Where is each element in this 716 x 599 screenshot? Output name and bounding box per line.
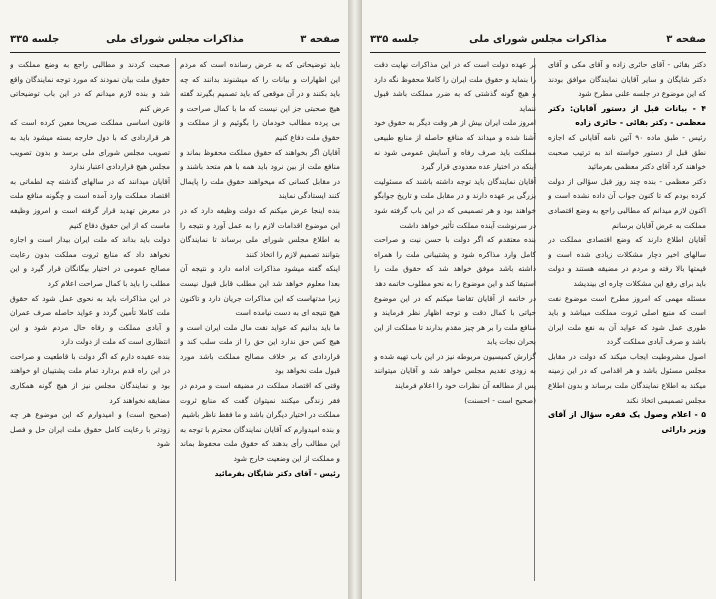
left-page [0, 0, 348, 599]
paragraph: صحبت کردند و مطالبی راجع به وضع مملکت و حقوق ملت بیان نمودند که مورد توجه نمایندگان واقع شد و بنده لازم میدانم که در این باب توضیحاتی عرض کنم [10, 60, 170, 113]
paragraph: آقایان اطلاع دارند که وضع اقتصادی مملکت در سالهای اخیر دچار مشکلات زیادی شده است و قیمتها بالا رفته و مردم در مضیقه هستند و دولت باید برای رفع این مشکلات چاره ای بیندیشد [548, 235, 706, 288]
paragraph: (صحیح است - احسنت) [464, 395, 536, 405]
paragraph: وقتی که اقتصاد مملکت در مضیقه است و مردم در فقر زندگی میکنند نمیتوان گفت که منابع ثروت مملکت در اختیار دیگران باشد و ما فقط ناظر باشیم [180, 381, 340, 420]
paragraph: در این مذاکرات باید به نحوی عمل شود که حقوق ملت کاملا تأمین گردد و عواید حاصله صرف عمران و آبادی مملکت و رفاه حال مردم شود و این انتظاری است که ملت از دولت دارد [10, 293, 170, 347]
left-page-number: صفحه ۳ [300, 34, 340, 45]
paragraph: بنده اینجا عرض میکنم که دولت وظیفه دارد که در این موضوع اقدامات لازم را به عمل آورد و نتیجه را به اطلاع مجلس شورای ملی برساند تا نمایندگان بتوانند تصمیم لازم را اتخاذ کنند [180, 205, 340, 259]
paragraph: رئیس - طبق ماده ۹۰ آئین نامه آقایانی که اجازه نطق قبل از دستور خواسته اند به ترتیب صحبت خواهند کرد آقای دکتر معظمی بفرمائید [548, 132, 706, 172]
closing-line: رئیس - آقای دکتر شایگان بفرمائید [214, 468, 340, 478]
paragraph: اصول مشروطیت ایجاب میکند که دولت در مقابل مجلس مسئول باشد و هر اقدامی که در این زمینه میکند به اطلاع نمایندگان ملت برساند و بدون اطلاع مجلس تصمیمی اتخاذ نکند [548, 351, 706, 405]
paragraph: امروز ملت ایران بیش از هر وقت دیگر به حقوق خود آشنا شده و میداند که منافع حاصله از منابع طبیعی مملکت باید صرف رفاه و آسایش عمومی شود نه اینکه در اختیار عده معدودی قرار گیرد [374, 118, 536, 172]
paragraph: در خاتمه از آقایان تقاضا میکنم که در این موضوع حیاتی با کمال دقت و توجه اظهار نظر فرمایند و منافع ملت را بر هر چیز مقدم بدارند تا مملکت از این بحران نجات یابد [374, 293, 536, 347]
right-page [362, 0, 716, 599]
paragraph: و بنده امیدوارم که آقایان نمایندگان محترم با توجه به این مطالب رأی بدهند که حقوق ملت محفوظ بماند و مملکت از این وضعیت خارج شود [180, 424, 340, 464]
section-heading: ۴ - بیانات قبل از دستور آقایان: دکتر معظمی - دکتر بقائی - حائری زاده [548, 103, 706, 128]
paragraph: آقایان نمایندگان باید توجه داشته باشند که مسئولیت بزرگی بر عهده دارند و در مقابل ملت و تاریخ جوابگو خواهند بود و هر تصمیمی که در این باب گرفته شود در سرنوشت آینده مملکت تأثیر خواهد داشت [374, 176, 536, 230]
right-page-header [370, 34, 706, 50]
paragraph: بر عهده دولت است که در این مذاکرات نهایت دقت را بنماید و حقوق ملت ایران را کاملا محفوظ نگه دارد و هیچ گونه گذشتی که به ضرر مملکت باشد قبول ننماید [374, 60, 536, 113]
paragraph: (صحیح است) و امیدوارم که این موضوع هر چه زودتر با رعایت کامل حقوق ملت ایران حل و فصل شود [10, 410, 170, 449]
paragraph: باید توضیحاتی که به عرض رسانده است که مردم این اظهارات و بیانات را که میشنوند بدانند که چه باید بکنند و در آن موقعی که باید تصمیم بگیرند گفته هیچ صحبتی جز این نیست که ما با کمال صراحت و بی پرده مطالب خودمان را بگوئیم و از مملکت و حقوق ملت دفاع کنیم [180, 60, 340, 142]
paragraph: دولت باید بداند که ملت ایران بیدار است و اجازه نخواهد داد که منابع ثروت مملکت بدون رعایت مصالح عمومی در اختیار بیگانگان قرار گیرد و این مطلب را باید با کمال صراحت اعلام کرد [10, 235, 170, 288]
paragraph: اینکه گفته میشود مذاکرات ادامه دارد و نتیجه آن بعدا معلوم خواهد شد این مطلب قابل قبول نیست زیرا مدتهاست که این مذاکرات جریان دارد و تاکنون هیچ نتیجه ای به دست نیامده است [180, 264, 340, 318]
paragraph: دکتر بقائی - آقای حائری زاده و آقای مکی و آقای دکتر شایگان و سایر آقایان نمایندگان موافق بودند که این موضوع در جلسه علنی مطرح شود [548, 60, 706, 99]
right-page-title: مذاکرات مجلس شورای ملی [469, 34, 607, 45]
paragraph: مسئله مهمی که امروز مطرح است موضوع نفت است که منبع اصلی ثروت مملکت میباشد و باید طوری عمل شود که عواید آن به نفع ملت ایران باشد و صرف آبادی مملکت گردد [548, 293, 706, 347]
left-page-column-right [180, 58, 340, 581]
right-page-number: صفحه ۳ [666, 34, 706, 45]
paragraph: آقایان میدانند که در سالهای گذشته چه لطماتی به اقتصاد مملکت وارد آمده است و چگونه منافع ملت در معرض تهدید قرار گرفته است و امروز وظیفه ماست که از این حقوق دفاع کنیم [10, 176, 170, 230]
paragraph: بنده معتقدم که اگر دولت با حسن نیت و صراحت کامل وارد مذاکره شود و پشتیبانی ملت را همراه داشته باشد موفق خواهد شد که حقوق ملت را استیفا کند و این موضوع را به نحو مطلوب خاتمه دهد [374, 235, 536, 288]
section-heading: ۵ - اعلام وصول یک فقره سؤال از آقای وزیر دارائی [548, 410, 706, 434]
left-column-divider [175, 58, 176, 581]
left-page-title: مذاکرات مجلس شورای ملی [106, 34, 244, 45]
paragraph: بنده عقیده دارم که اگر دولت با قاطعیت و صراحت در این راه قدم بردارد تمام ملت پشتیبان او خواهند بود و نمایندگان مجلس نیز از هیچ گونه همکاری مضایقه نخواهند کرد [10, 351, 170, 405]
right-header-rule [370, 52, 706, 53]
right-page-column-left [374, 58, 536, 581]
right-page-column-right [548, 58, 706, 581]
book-gutter [348, 0, 362, 599]
paragraph: گزارش کمیسیون مربوطه نیز در این باب تهیه شده و به زودی تقدیم مجلس خواهد شد و آقایان میتوانند پس از مطالعه آن نظرات خود را اعلام فرمایند [374, 351, 536, 391]
paragraph: آقایان اگر بخواهند که حقوق مملکت محفوظ بماند و منافع ملت از بین نرود باید همه با هم متحد باشند و در مقابل کسانی که میخواهند حقوق ملت را پایمال کنند ایستادگی نمایند [180, 147, 340, 201]
right-page-session: جلسه ۳۳۵ [370, 34, 420, 45]
left-page-column-left [10, 58, 170, 581]
left-page-header [10, 34, 340, 50]
left-page-session: جلسه ۳۳۵ [10, 34, 60, 45]
paragraph: قانون اساسی مملکت صریحا معین کرده است که هر قراردادی که با دول خارجه بسته میشود باید به تصویب مجلس شورای ملی برسد و بدون تصویب مجلس هیچ قراردادی اعتبار ندارد [10, 118, 170, 172]
paragraph: ما باید بدانیم که عواید نفت مال ملت ایران است و هیچ کس حق ندارد این حق را از ملت سلب کند و قراردادی که بر خلاف مصالح مملکت باشد مورد قبول ملت نخواهد بود [180, 322, 340, 376]
paragraph: دکتر معظمی - بنده چند روز قبل سؤالی از دولت کرده بودم که تا کنون جواب آن داده نشده است و اکنون لازم میدانم که مطالبی راجع به وضع اقتصادی مملکت به عرض آقایان برسانم [548, 176, 706, 230]
left-header-rule [10, 52, 340, 53]
